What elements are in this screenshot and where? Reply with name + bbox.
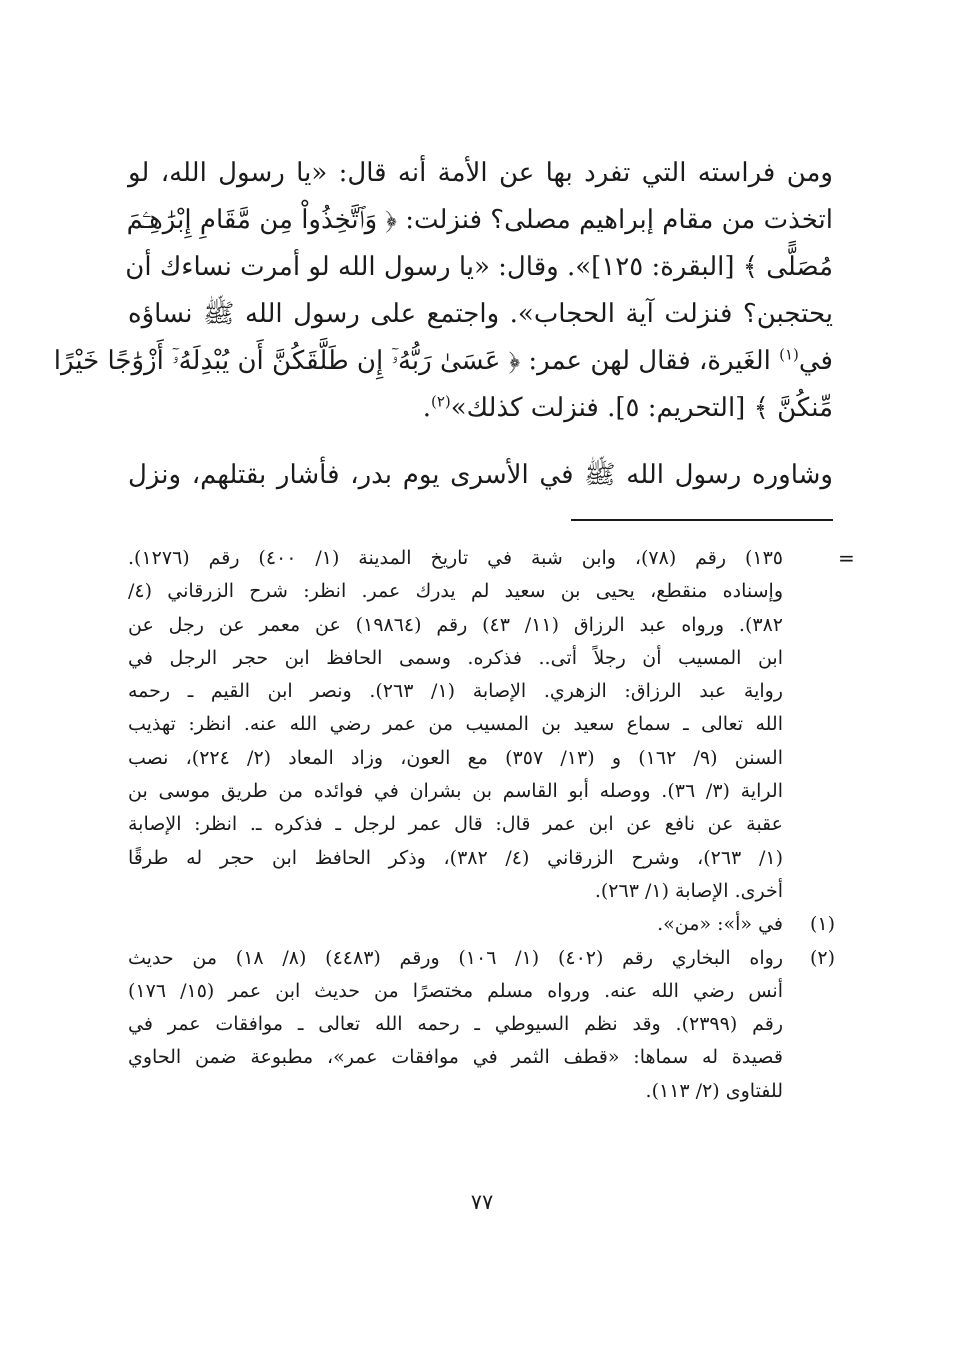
text-segment: . [422, 393, 431, 423]
footnote-line: للفتاوى (٢/ ١١٣). [645, 1079, 783, 1102]
footnote-line: الله تعالى ـ سماع سعيد بن المسيب من عمر رضي الله عنه. انظر: تهذيب [128, 713, 783, 736]
footnote-line: رواه البخاري رقم (٤٠٢) (١/ ١٠٦) ورقم (٤٤٨٣) (٨/ ١٨) من حديث [128, 946, 784, 969]
main-text [53, 150, 833, 499]
text-line [53, 338, 833, 385]
footnote-line: (١/ ٢٦٣)، وشرح الزرقاني (٤/ ٣٨٢)، وذكر الحافظ ابن حجر له طرقًا [128, 846, 783, 869]
footnote-line: أخرى. الإصابة (١/ ٢٦٣). [594, 879, 783, 902]
footnote-divider [571, 519, 833, 521]
text-line: وشاوره رسول الله ﷺ في الأسرى يوم بدر، فأشار بقتلهم، ونزل [128, 460, 833, 490]
footnote-number: (١) [809, 913, 835, 936]
footnote-line: ٣٨٢). ورواه عبد الرزاق (١١/ ٤٣) رقم (١٩٨٦٤) عن معمر عن رجل عن [128, 613, 783, 636]
footnote-number: (٢) [809, 946, 835, 969]
text-segment: في [798, 346, 833, 376]
text-segment: مِّنكُنَّ ﴾ [التحريم: ٥]. فنزلت كذلك» [450, 393, 833, 423]
footnote-line: الراية (٣/ ٣٦). ووصله أبو القاسم بن بشران في فوائده من طريق موسى بن [128, 780, 783, 803]
footnote-line: في «أ»: «من». [657, 913, 783, 936]
paragraph-gap [128, 432, 833, 452]
text-line [128, 385, 833, 432]
text-segment: الغَيرة، فقال لهن عمر: ﴿ عَسَىٰ رَبُّهُۥٓ إِن طَلَّقَكُنَّ أَن يُبْدِلَهُۥٓ أَزْوَٰجًا خَيْرًا [53, 346, 771, 376]
footnote-line: رقم (٢٣٩٩). وقد نظم السيوطي ـ رحمه الله تعالى ـ موافقات عمر في [128, 1013, 784, 1036]
footnote-ref-1[interactable]: (١) [779, 345, 799, 364]
footnote-line: وإسناده منقطع، يحيى بن سعيد لم يدرك عمر. انظر: شرح الزرقاني (٤/ [128, 580, 783, 603]
page-number: ٧٧ [470, 1190, 494, 1214]
text-line: اتخذت من مقام إبراهيم مصلى؟ فنزلت: ﴿ وَٱتَّخِذُواْ مِن مَّقَامِ إِبْرَٰهِـۧمَ [126, 205, 833, 235]
footnote-line: ابن المسيب أن رجلاً أتى.. فذكره. وسمى الحافظ ابن حجر الرجل في [128, 646, 783, 669]
continuation-mark: = [838, 546, 855, 570]
footnote-line: عقبة عن نافع عن ابن عمر قال: قال عمر لرجل ـ فذكره ـ. انظر: الإصابة [128, 813, 783, 836]
text-line: مُصَلًّى ﴾ [البقرة: ١٢٥]». وقال: «يا رسول الله لو أمرت نساءك أن [125, 252, 833, 282]
footnotes [128, 542, 835, 1108]
footnote-line: رواية عبد الرزاق: الزهري. الإصابة (١/ ٢٦٣). ونصر ابن القيم ـ رحمه [128, 680, 783, 703]
footnote-line: ١٣٥) رقم (٧٨)، وابن شبة في تاريخ المدينة (١/ ٤٠٠) رقم (١٢٧٦). [128, 547, 783, 569]
footnote-continuation [128, 542, 783, 908]
footnote-line: السنن (٩/ ١٦٢) و (١٣/ ٣٥٧) مع العون، وزاد المعاد (٢/ ٢٢٤)، نصب [128, 746, 783, 769]
footnote-ref-2[interactable]: (٢) [430, 392, 451, 411]
footnote-1 [128, 908, 835, 941]
text-line: يحتجبن؟ فنزلت آية الحجاب». واجتمع على رسول الله ﷺ نساؤه [128, 299, 833, 329]
footnote-line: قصيدة له سماها: «قطف الثمر في موافقات عمر»، مطبوعة ضمن الحاوي [128, 1046, 783, 1069]
text-line: ومن فراسته التي تفرد بها عن الأمة أنه قال: «يا رسول الله، لو [128, 158, 833, 188]
footnote-2 [128, 942, 835, 1108]
footnote-line: أنس رضي الله عنه. ورواه مسلم مختصرًا من حديث ابن عمر (١٥/ ١٧٦) [128, 979, 783, 1002]
